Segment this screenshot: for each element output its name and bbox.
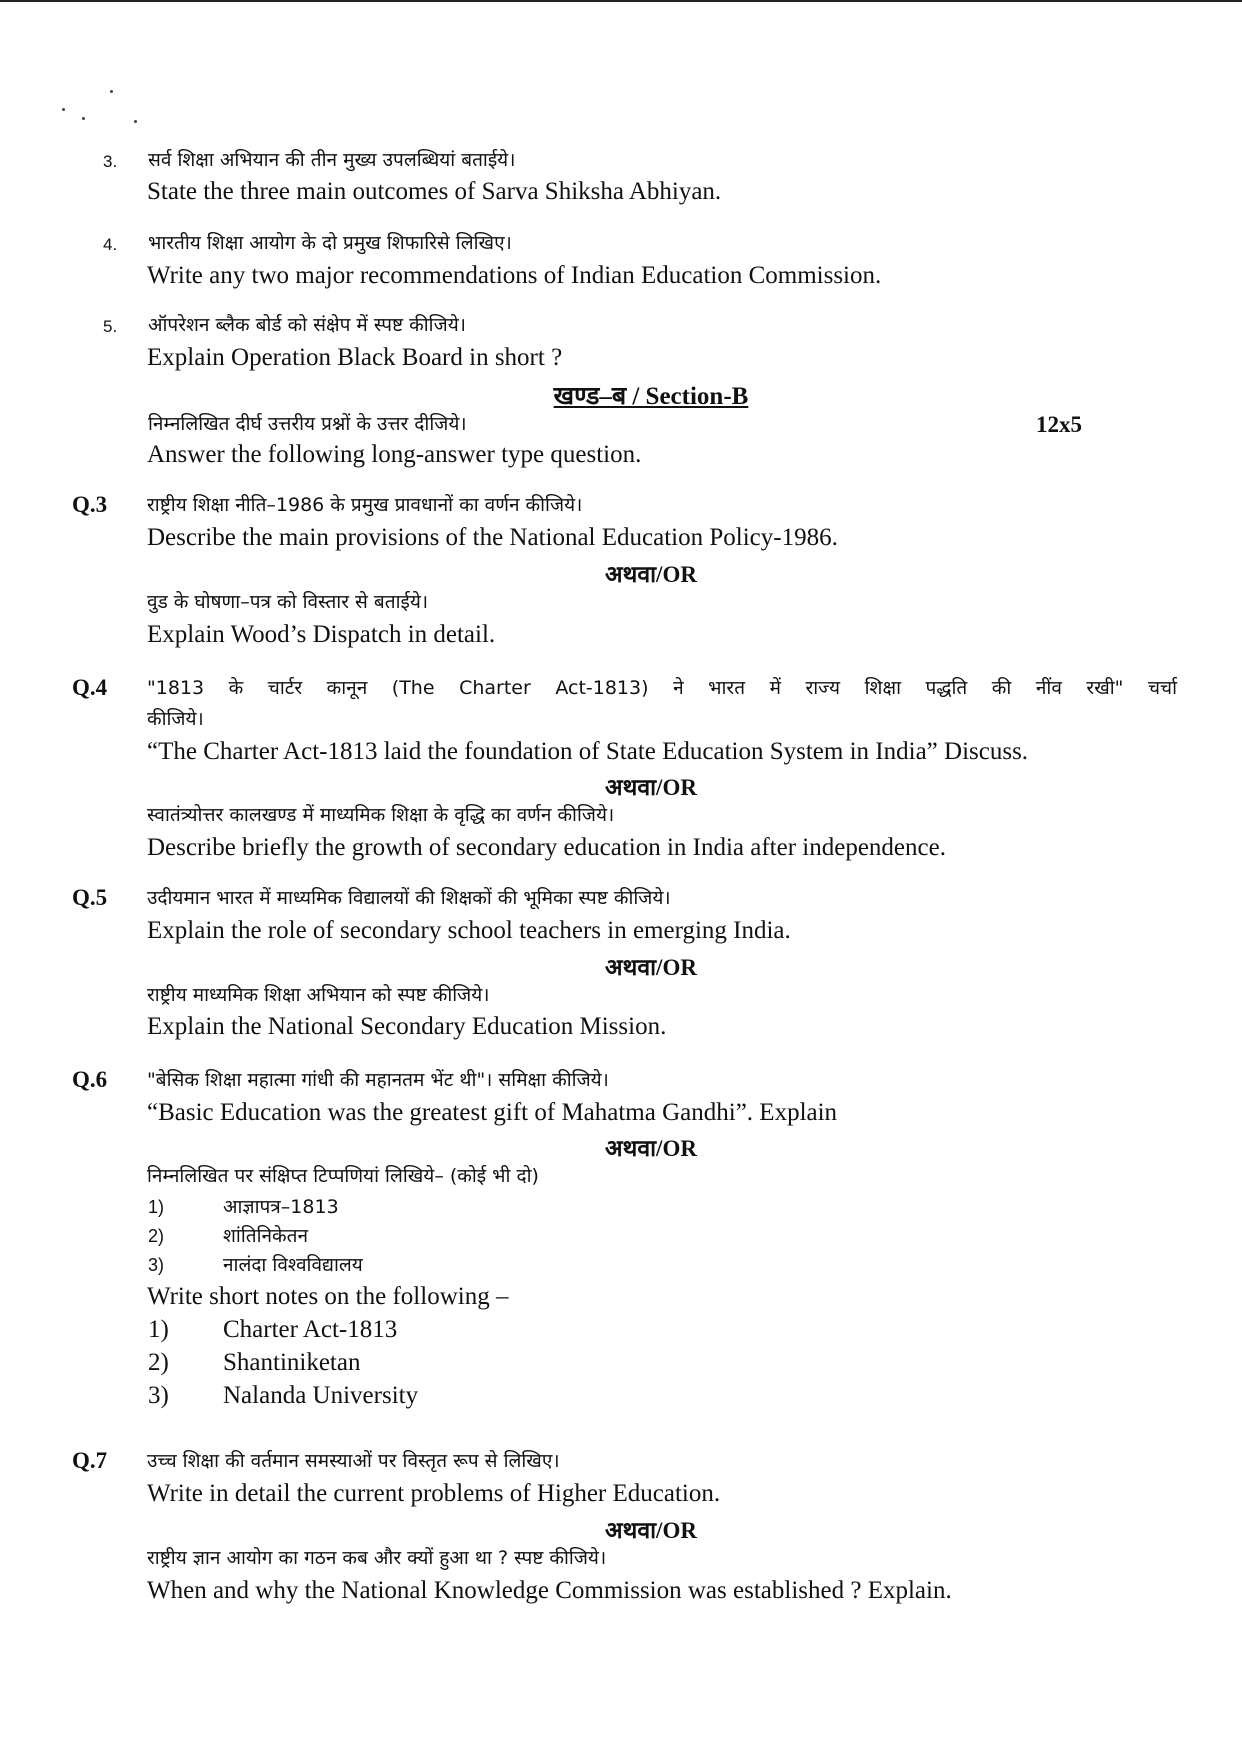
- alternate-question-english: Explain Wood’s Dispatch in detail.: [147, 621, 496, 648]
- question-hindi: सर्व शिक्षा अभियान की तीन मुख्य उपलब्धियां बताईये।: [148, 149, 516, 171]
- alternate-question-english: Explain the National Secondary Education Mission.: [147, 1013, 667, 1040]
- or-divider: अथवा/OR: [605, 1518, 697, 1543]
- question-english: Explain Operation Black Board in short ?: [147, 344, 563, 371]
- alternate-question-hindi: स्वातंत्र्योत्तर कालखण्ड में माध्यमिक शिक्षा के वृद्धि का वर्णन कीजिये।: [147, 804, 615, 826]
- question-hindi: "बेसिक शिक्षा महात्मा गांधी की महानतम भेंट थी"। समिक्षा कीजिये।: [147, 1069, 609, 1091]
- list-item: 1) आज्ञापत्र–1813: [148, 1196, 339, 1218]
- list-item: 2) शांतिनिकेतन: [148, 1225, 309, 1247]
- question-number: 5.: [103, 317, 118, 336]
- alternate-question-hindi: वुड के घोषणा–पत्र को विस्तार से बताईये।: [147, 591, 429, 613]
- alternate-question-english: Write short notes on the following –: [147, 1283, 509, 1310]
- question-hindi: ऑपरेशन ब्लैक बोर्ड को संक्षेप में स्पष्ट कीजिये।: [148, 314, 466, 336]
- section-b-marks: 12x5: [1036, 412, 1082, 437]
- or-divider: अथवा/OR: [605, 562, 697, 587]
- question-hindi-line-2: कीजिये।: [147, 708, 204, 730]
- question-english: Explain the role of secondary school teachers in emerging India.: [147, 917, 791, 944]
- question-hindi: राष्ट्रीय शिक्षा नीति–1986 के प्रमुख प्रावधानों का वर्णन कीजिये।: [147, 494, 583, 516]
- list-item: 1) Charter Act-1813: [148, 1316, 398, 1343]
- question-number: Q.4: [72, 675, 108, 700]
- list-item: 3) Nalanda University: [148, 1382, 419, 1409]
- question-number: Q.6: [72, 1067, 108, 1092]
- section-b-heading: खण्ड–ब / Section-B: [553, 383, 749, 410]
- list-item: 2) Shantiniketan: [148, 1349, 361, 1376]
- list-item: 3) नालंदा विश्वविद्यालय: [148, 1254, 363, 1276]
- question-english: “The Charter Act-1813 laid the foundation of State Education System in India” Discuss.: [147, 738, 1029, 765]
- section-b-instruction-english: Answer the following long-answer type question.: [147, 441, 642, 468]
- alternate-question-english: Describe briefly the growth of secondary education in India after independence.: [147, 834, 946, 861]
- question-number: 3.: [103, 152, 118, 171]
- alternate-question-hindi: राष्ट्रीय ज्ञान आयोग का गठन कब और क्यों हुआ था ? स्पष्ट कीजिये।: [147, 1547, 607, 1569]
- question-english: State the three main outcomes of Sarva Shiksha Abhiyan.: [147, 178, 722, 205]
- question-hindi: भारतीय शिक्षा आयोग के दो प्रमुख शिफारिसे लिखिए।: [148, 232, 512, 254]
- question-hindi-line-1: "1813 के चार्टर कानून (The Charter Act-1813) ने भारत में राज्य शिक्षा पद्धति की नींव रखी" चर्चा: [147, 677, 1177, 699]
- question-number: Q.3: [72, 492, 108, 517]
- alternate-question-hindi: निम्नलिखित पर संक्षिप्त टिप्पणियां लिखिये– (कोई भी दो): [147, 1165, 539, 1187]
- or-divider: अथवा/OR: [605, 955, 697, 980]
- question-english: Write any two major recommendations of Indian Education Commission.: [147, 262, 882, 289]
- question-english: “Basic Education was the greatest gift of Mahatma Gandhi”. Explain: [147, 1099, 838, 1126]
- question-number: 4.: [103, 235, 118, 254]
- alternate-question-english: When and why the National Knowledge Commission was established ? Explain.: [147, 1577, 952, 1604]
- or-divider: अथवा/OR: [605, 1136, 697, 1161]
- section-b-instruction-hindi: निम्नलिखित दीर्घ उत्तरीय प्रश्नों के उत्तर दीजिये।: [148, 413, 467, 435]
- question-english: Write in detail the current problems of Higher Education.: [147, 1480, 721, 1507]
- question-hindi: उदीयमान भारत में माध्यमिक विद्यालयों की शिक्षकों की भूमिका स्पष्ट कीजिये।: [147, 887, 671, 909]
- alternate-question-hindi: राष्ट्रीय माध्यमिक शिक्षा अभियान को स्पष्ट कीजिये।: [147, 984, 490, 1006]
- question-hindi: उच्च शिक्षा की वर्तमान समस्याओं पर विस्तृत रूप से लिखिए।: [147, 1450, 560, 1472]
- question-number: Q.5: [72, 885, 108, 910]
- page-top-border: [0, 0, 1242, 2]
- question-english: Describe the main provisions of the National Education Policy-1986.: [147, 524, 838, 551]
- question-number: Q.7: [72, 1448, 108, 1473]
- or-divider: अथवा/OR: [605, 775, 697, 800]
